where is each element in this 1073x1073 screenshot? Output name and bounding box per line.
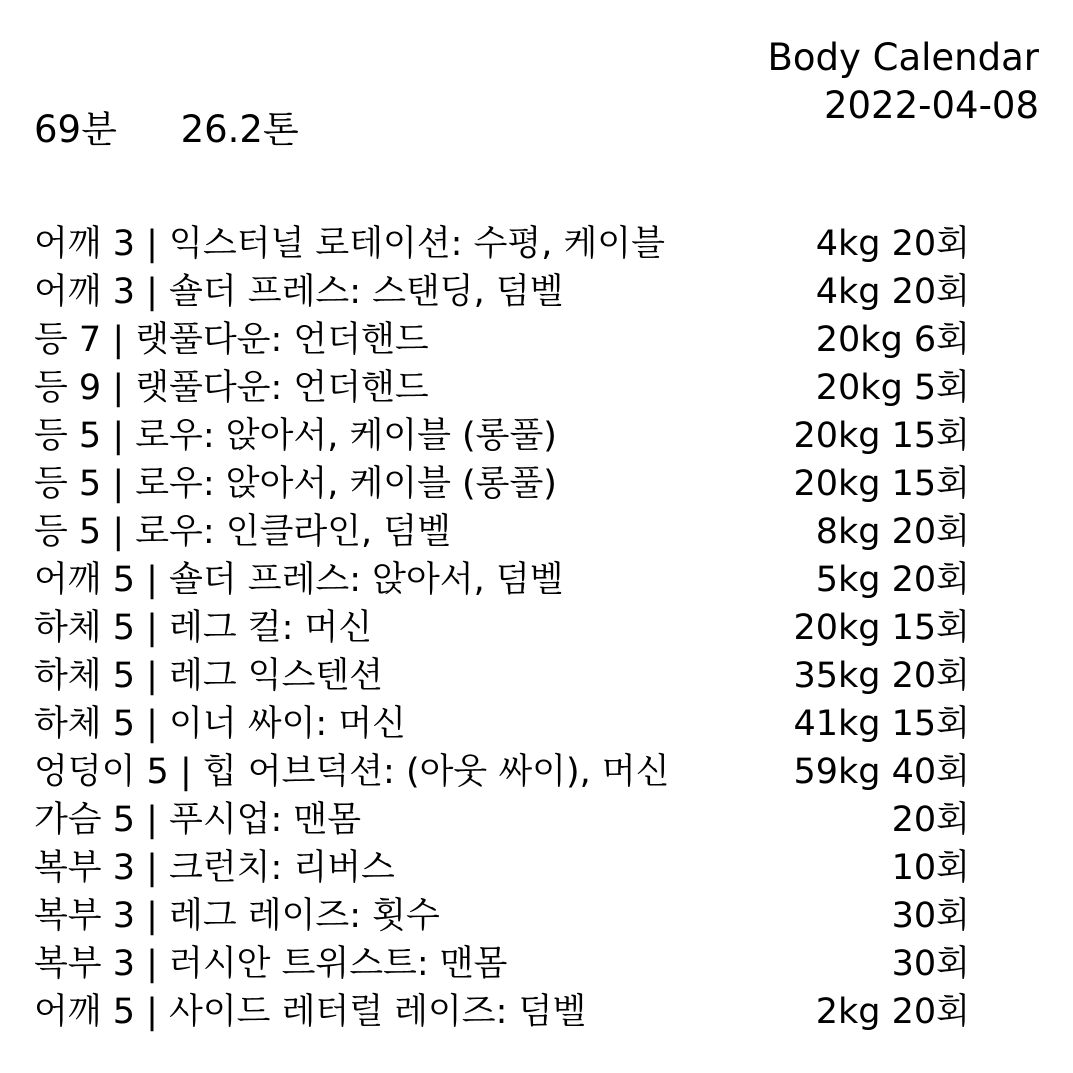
workout-row [34, 988, 970, 1036]
exercise-name: 등 7 | 랫풀다운: 언더핸드 [34, 320, 429, 360]
exercise-name: 엉덩이 5 | 힙 어브덕션: (아웃 싸이), 머신 [34, 752, 670, 792]
header [767, 34, 1039, 130]
exercise-amount: 10회 [891, 848, 970, 888]
exercise-amount: 20kg 15회 [793, 464, 970, 504]
exercise-amount: 20kg 15회 [793, 416, 970, 456]
exercise-name: 하체 5 | 이너 싸이: 머신 [34, 704, 406, 744]
exercise-name: 복부 3 | 크런치: 리버스 [34, 848, 395, 888]
exercise-name: 어깨 5 | 사이드 레터럴 레이즈: 덤벨 [34, 992, 587, 1032]
workout-row [34, 700, 970, 748]
exercise-name: 복부 3 | 레그 레이즈: 횟수 [34, 896, 440, 936]
workout-row [34, 796, 970, 844]
workout-row [34, 940, 970, 988]
workout-row [34, 412, 970, 460]
total-tonnage: 26.2톤 [180, 108, 299, 151]
workout-row [34, 364, 970, 412]
exercise-name: 어깨 3 | 숄더 프레스: 스탠딩, 덤벨 [34, 272, 564, 312]
exercise-amount: 4kg 20회 [815, 272, 970, 312]
exercise-amount: 35kg 20회 [793, 656, 970, 696]
workout-row [34, 556, 970, 604]
exercise-amount: 30회 [891, 944, 970, 984]
workout-row [34, 316, 970, 364]
exercise-amount: 2kg 20회 [815, 992, 970, 1032]
workout-row [34, 220, 970, 268]
exercise-name: 복부 3 | 러시안 트위스트: 맨몸 [34, 944, 508, 984]
exercise-amount: 20kg 6회 [815, 320, 970, 360]
exercise-amount: 20kg 5회 [815, 368, 970, 408]
exercise-name: 등 5 | 로우: 앉아서, 케이블 (롱풀) [34, 464, 557, 504]
workout-row [34, 508, 970, 556]
exercise-name: 등 5 | 로우: 인클라인, 덤벨 [34, 512, 451, 552]
app-title: Body Calendar [767, 36, 1039, 79]
exercise-name: 가슴 5 | 푸시업: 맨몸 [34, 800, 362, 840]
exercise-amount: 41kg 15회 [793, 704, 970, 744]
exercise-name: 하체 5 | 레그 익스텐션 [34, 656, 384, 696]
exercise-amount: 20회 [891, 800, 970, 840]
exercise-amount: 20kg 15회 [793, 608, 970, 648]
exercise-name: 등 9 | 랫풀다운: 언더핸드 [34, 368, 429, 408]
workout-row [34, 268, 970, 316]
exercise-name: 등 5 | 로우: 앉아서, 케이블 (롱풀) [34, 416, 557, 456]
workout-summary [34, 106, 299, 154]
exercise-amount: 5kg 20회 [815, 560, 970, 600]
exercise-name: 어깨 3 | 익스터널 로테이션: 수평, 케이블 [34, 224, 665, 264]
workout-row [34, 892, 970, 940]
exercise-amount: 59kg 40회 [793, 752, 970, 792]
exercise-name: 하체 5 | 레그 컬: 머신 [34, 608, 373, 648]
workout-row [34, 460, 970, 508]
workout-date: 2022-04-08 [823, 84, 1039, 127]
exercise-amount: 8kg 20회 [815, 512, 970, 552]
workout-list [34, 220, 970, 1036]
workout-row [34, 748, 970, 796]
workout-row [34, 844, 970, 892]
workout-row [34, 604, 970, 652]
workout-row [34, 652, 970, 700]
exercise-amount: 30회 [891, 896, 970, 936]
exercise-amount: 4kg 20회 [815, 224, 970, 264]
total-duration: 69분 [34, 108, 117, 151]
exercise-name: 어깨 5 | 숄더 프레스: 앉아서, 덤벨 [34, 560, 564, 600]
